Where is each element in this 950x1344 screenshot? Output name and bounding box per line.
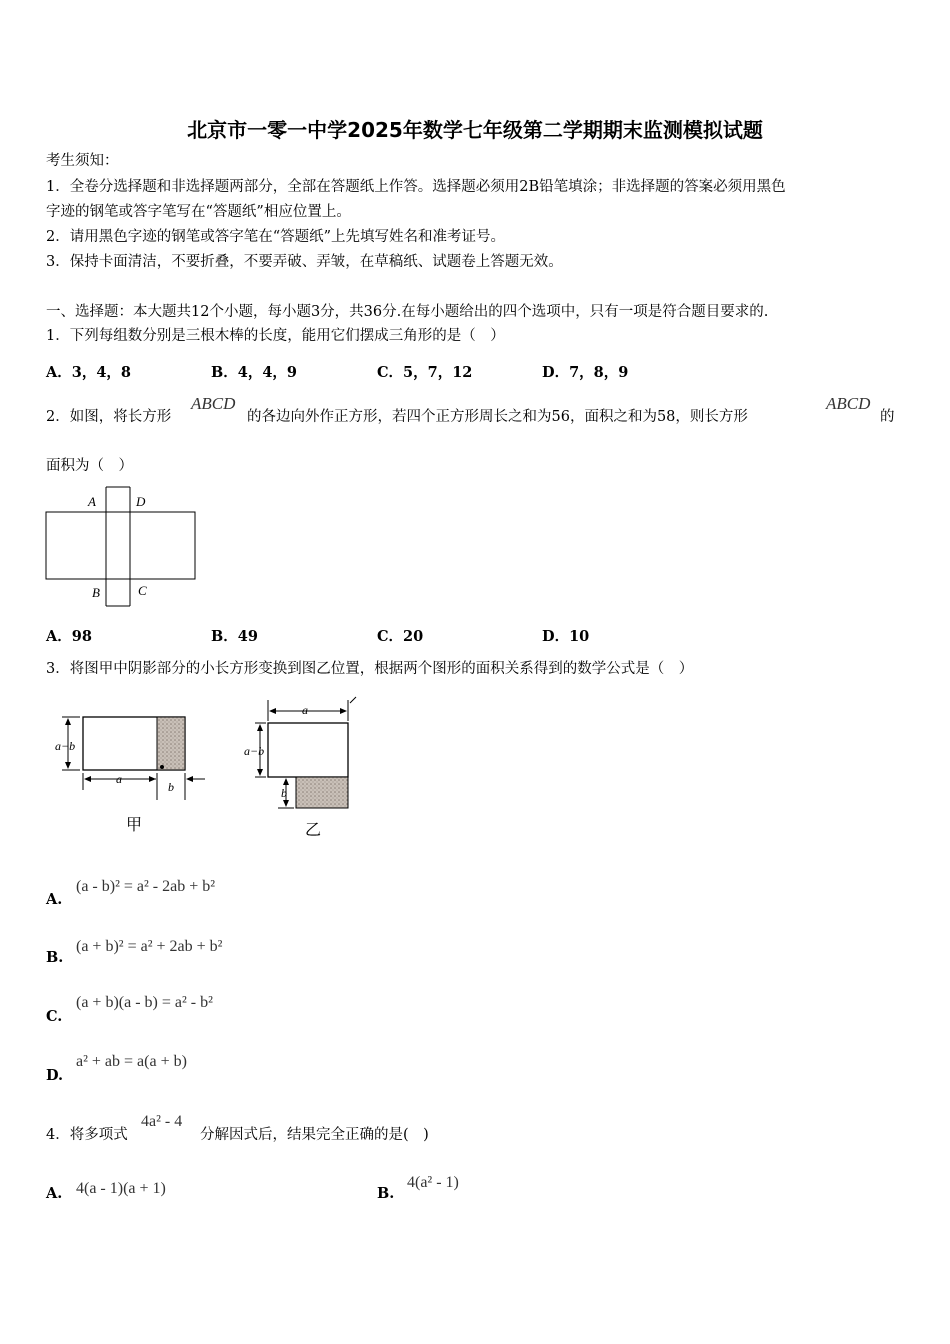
question-4-stem-part-1: 4．将多项式	[46, 1127, 128, 1143]
question-4-formula-b: 4(a² - 1)	[407, 1174, 459, 1191]
question-3-option-b[interactable]: B.	[46, 949, 64, 966]
notice-item-3: 3．保持卡面清洁，不要折叠，不要弄破、弄皱，在草稿纸、试题卷上答题无效。	[46, 254, 563, 270]
figure-yi	[244, 697, 356, 839]
question-3-stem: 3．将图甲中阴影部分的小长方形变换到图乙位置，根据两个图形的面积关系得到的数学公式是（ ）	[46, 661, 694, 677]
vertex-label-a: A	[88, 494, 96, 509]
question-1-option-b[interactable]: B．4，4，9	[211, 364, 298, 381]
question-3-formula-a: (a - b)² = a² - 2ab + b²	[76, 878, 216, 895]
question-2-option-c[interactable]: C．20	[377, 628, 424, 645]
jia-label-b: b	[168, 780, 174, 794]
question-2-stem-part-3: 的	[880, 409, 895, 425]
question-3-option-d[interactable]: D.	[46, 1067, 64, 1084]
question-2-stem-part-4: 面积为（ ）	[46, 458, 133, 474]
question-1-option-c[interactable]: C．5，7，12	[377, 364, 473, 381]
question-1-stem: 1．下列每组数分别是三根木棒的长度，能用它们摆成三角形的是（ ）	[46, 328, 505, 344]
question-2-option-b[interactable]: B．49	[211, 628, 258, 645]
question-3-figures	[50, 695, 370, 845]
question-3-option-a[interactable]: A.	[46, 891, 63, 908]
question-1-option-d[interactable]: D．7，8，9	[542, 364, 629, 381]
figure-jia-caption: 甲	[126, 815, 143, 834]
question-4-option-a[interactable]: A.	[46, 1185, 63, 1202]
figure-jia	[55, 717, 205, 834]
question-3-formula-c: (a + b)(a - b) = a² - b²	[76, 994, 213, 1011]
question-3-formula-b: (a + b)² = a² + 2ab + b²	[76, 938, 223, 955]
jia-label-a-minus-b: a−b	[55, 739, 76, 753]
question-3-formula-d: a² + ab = a(a + b)	[76, 1053, 187, 1070]
question-4-stem-part-2: 分解因式后，结果完全正确的是( )	[200, 1127, 429, 1143]
notice-item-2: 2．请用黑色字迹的钢笔或答字笔在“答题纸”上先填写姓名和准考证号。	[46, 229, 506, 245]
section-1-heading: 一、选择题：本大题共12个小题，每小题3分，共36分.在每小题给出的四个选项中，只有一项是符合题目要求的.	[46, 304, 769, 320]
vertex-label-b: B	[92, 585, 100, 600]
notice-heading: 考生须知：	[46, 153, 119, 169]
notice-item-1-line-1: 1．全卷分选择题和非选择题两部分，全部在答题纸上作答。选择题必须用2B铅笔填涂；非选择题的答案必须用黑色	[46, 179, 786, 195]
question-2-figure	[40, 485, 205, 610]
vertex-label-c: C	[138, 583, 147, 598]
question-2-option-a[interactable]: A．98	[46, 628, 92, 645]
vertex-label-d: D	[136, 494, 146, 509]
question-2-option-d[interactable]: D．10	[542, 628, 590, 645]
question-4-polynomial: 4a² - 4	[141, 1113, 183, 1130]
question-2-abcd-2: ABCD	[826, 394, 871, 413]
yi-label-a-minus-b: a−b	[244, 744, 265, 758]
question-2-abcd-1: ABCD	[191, 394, 236, 413]
question-2-stem-part-2: 的各边向外作正方形，若四个正方形周长之和为56，面积之和为58，则长方形	[247, 409, 748, 425]
jia-label-a: a	[116, 772, 122, 786]
question-1-option-a[interactable]: A．3，4，8	[46, 364, 132, 381]
yi-label-b: b	[281, 786, 287, 800]
question-4-formula-a: 4(a - 1)(a + 1)	[76, 1180, 166, 1197]
question-3-option-c[interactable]: C.	[46, 1008, 63, 1025]
figure-yi-caption: 乙	[305, 820, 322, 839]
question-2-stem-part-1: 2．如图，将长方形	[46, 409, 172, 425]
notice-item-1-line-2: 字迹的钢笔或答字笔写在“答题纸”相应位置上。	[46, 204, 351, 220]
question-4-option-b[interactable]: B.	[377, 1185, 395, 1202]
yi-label-a: a	[302, 703, 308, 717]
page-title: 北京市一零一中学2025年数学七年级第二学期期末监测模拟试题	[187, 118, 763, 142]
